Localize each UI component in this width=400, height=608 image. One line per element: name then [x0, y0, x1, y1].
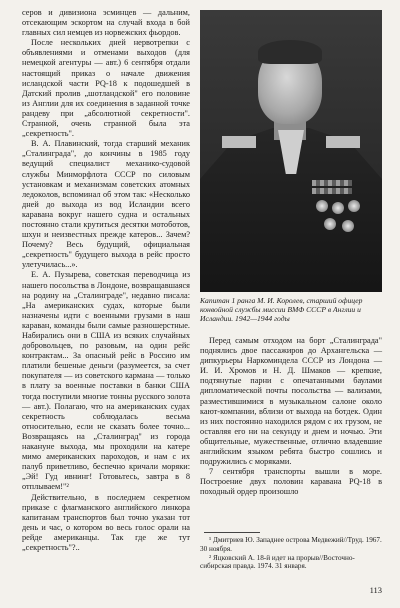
photo-hair [258, 40, 322, 64]
right-text-column [200, 336, 382, 498]
medal-icon [348, 200, 360, 212]
medal-icon [332, 202, 344, 214]
footnotes [200, 536, 382, 571]
page-number: 113 [369, 585, 382, 595]
paragraph: серов и дивизиона эсминцев — дальним, отсекающим эскортом на случай входа в бой главных сил немцев из норвежских фьордов. [22, 8, 190, 38]
photo-caption: Капитан 1 ранга М. И. Королев, старший офицер конвойной службы миссии ВМФ СССР в Англии и Исландии. 1942—1944 годы [200, 296, 363, 324]
medal-icon [342, 220, 354, 232]
footnote: ¹ Дмитриев Ю. Западнее острова Медвежий//Труд. 1967. 30 ноября. [200, 536, 382, 553]
medal-icon [324, 218, 336, 230]
medal-ribbon [312, 180, 352, 186]
paragraph: После нескольких дней нервотрепки с объявлениями и отменами выходов (для немецкой агентуры — авт.) 6 сентября отдали настоящий приказ о начале движения исландской части PQ-18 к подошедшей в Датский пролив „шотландской" его половине из Англии для их соединения в заданной точке рандеву при „абсолютной секретности". Странной, очень странной была эта „секретность". [22, 38, 190, 139]
shoulder-board-right [326, 136, 360, 148]
left-text-column [22, 8, 190, 553]
paragraph: 7 сентября транспорты вышли в море. Построение двух половин каравана PQ-18 в походный ордер произошло [200, 467, 382, 497]
paragraph: Действительно, в последнем секретном приказе с флагманского английского линкора капитанам транспортов был точно указан тот день и час, о котором во весь голос орали на рейде американцы. Так где же тут „секретность"?.. [22, 492, 190, 552]
paragraph: В. А. Плавинский, тогда старший механик „Сталинграда", до кончины в 1985 году ведущий специалист механико-судовой службы Минморфлота СССР по силовым установкам и механизмам советских атомных ледоколов, вспоминал об этом так: «Несколько дней до выхода из вод Исландии всего каравана вокруг нашего судна и остальных постоянно стали крутиться десятки мотоботов, шхун и неизвестных прежде катеров... Зачем? Почему? Весь будущий, официальная „секретность" будущего выхода в рейс просто улетучилась...». [22, 139, 190, 270]
footnote: ² Яцковский А. 18-й идет на прорыв//Восточно-сибирская правда. 1974. 31 января. [200, 553, 355, 571]
paragraph: Е. А. Пузырева, советская переводчица из нашего посольства в Лондоне, возвращавшаяся на родину на „Сталинграде", недавно писала: „На американских судах, которые были назначены идти с военными грузами в наш караван, команды были самые разношерстные. Набирались они в США из всяких случайных добровольцев, по разовым, на один рейс контрактам... За опасный рейс в Россию им платили бешеные деньги (разумеется, за счет покупателя — из советского кармана — только в плату за военные поставки в банки США тогда поступили многие тонны русского золота — авт.). Полагаю, что на американских судах секретность соблюдалась весьма относительно, если не сказать более точно... Возвращаясь на „Сталинград" из города накануне выхода, мы проходили на катере мимо американских пароходов, и нам с их палуб приветливо, беспечно кричали моряки: „Эй! Гуд ивнинг! Готовьтесь, завтра в 8 отплываем!"² [22, 270, 190, 492]
paragraph: Перед самым отходом на борт „Сталинграда" поднялись двое пассажиров до Архангельска — дипкурьеры Наркоминдела СССР из Лондона — И. И. Хромов и Н. Д. Шмаков — крепкие, подтянутые парни с опечатанными баулами дипломатической почты посольства — вализами, разместившимися в музыкальном салоне около кают-компании, вблизи от выхода на ботдек. Один из них постоянно находился рядом с их грузом, не оставляя его ни на секунду и днем и ночью. Эти общительные, мужественные, отлично владевшие английским языком ребята быстро сошлись и подружились с моряками. [200, 336, 382, 467]
medal-ribbon [312, 188, 352, 194]
portrait-photo [200, 10, 382, 292]
medal-icon [316, 200, 328, 212]
shoulder-board-left [222, 136, 256, 148]
footnote-divider [204, 532, 260, 533]
